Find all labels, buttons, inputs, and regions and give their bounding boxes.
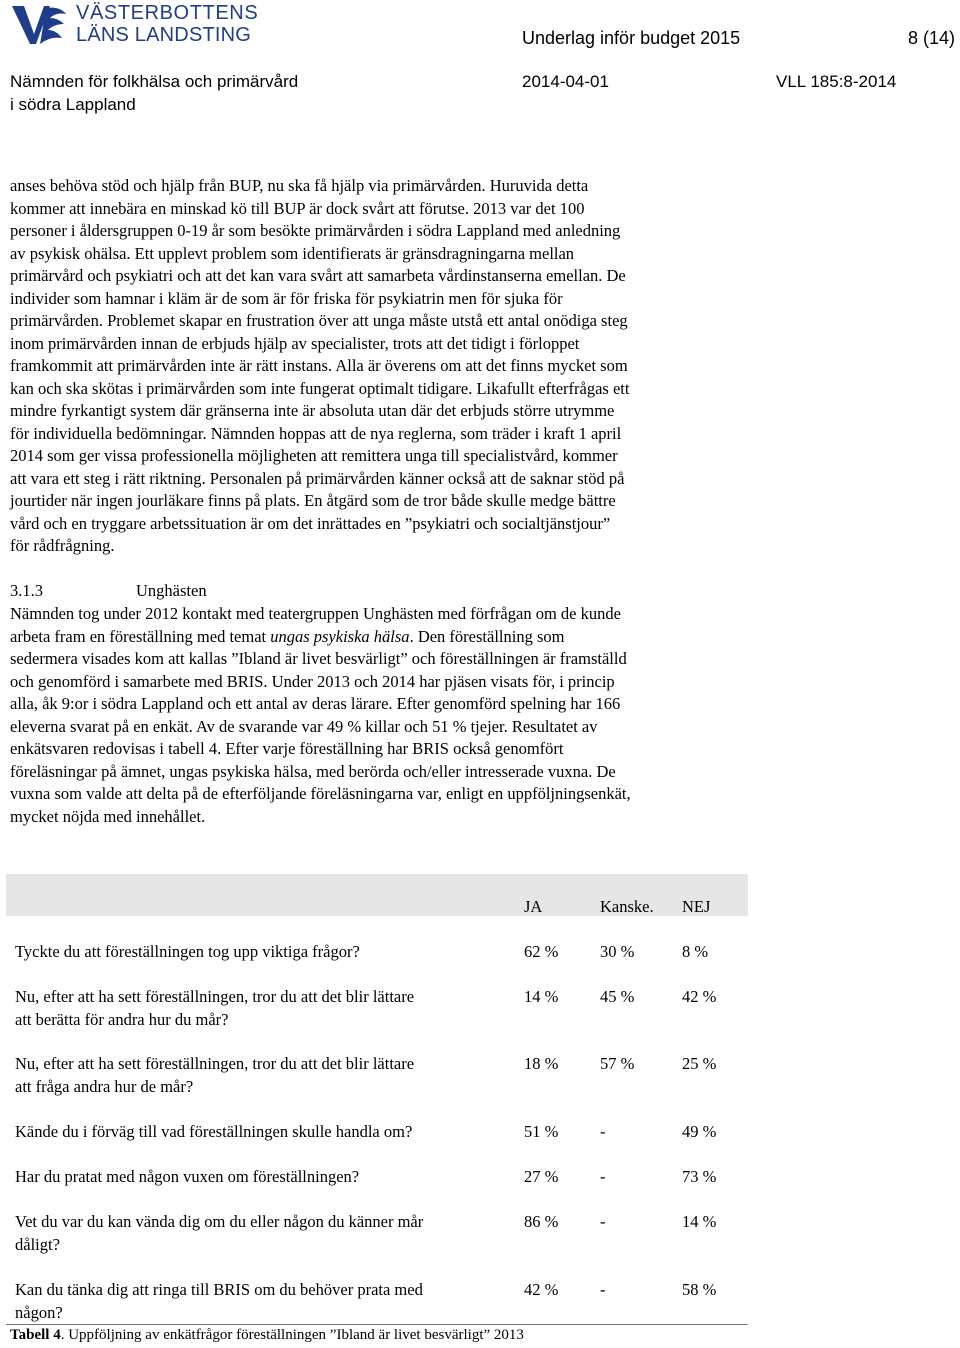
paragraph-line: mycket nöjda med innehållet.: [10, 806, 206, 826]
cell-ja: 14 %: [524, 987, 559, 1006]
logo-text-line1: VÄSTERBOTTENS: [76, 2, 259, 24]
table-row-question: [15, 941, 510, 964]
table-row-question: [15, 1053, 510, 1098]
paragraph-line: för individuella bedömningar. Nämnden hoppas att de nya reglerna, som träder i kraft 1 april: [10, 423, 622, 443]
cell-nej: 42 %: [682, 987, 717, 1006]
section-number: 3.1.3: [10, 581, 43, 600]
document-title: Underlag inför budget 2015: [522, 28, 741, 48]
question-text: att berätta för andra hur du mår?: [15, 1009, 229, 1029]
document-reference: VLL 185:8-2014: [776, 72, 897, 91]
paragraph-line: individer som hamnar i kläm är de som är för friska för psykiatrin men för sjuka för: [10, 288, 563, 308]
paragraph-unghasten: [10, 603, 760, 828]
cell-nej: 58 %: [682, 1280, 717, 1299]
document-date: 2014-04-01: [522, 72, 609, 91]
question-text: dåligt?: [15, 1234, 60, 1254]
paragraph-line: jourtider när ingen jourläkare finns på plats. En åtgärd som de tror både skulle medge bättre: [10, 491, 616, 510]
cell-nej: 25 %: [682, 1054, 717, 1073]
column-header-ja: JA: [524, 897, 543, 916]
page-number: 8 (14): [908, 28, 956, 48]
caption-text: . Uppföljning av enkätfrågor föreställningen ”Ibland är livet besvärligt” 2013: [60, 1327, 524, 1343]
column-header-nej: NEJ: [682, 897, 711, 916]
paragraph-line: föreläsningar på ämnet, ungas psykiska hälsa, med berörda och/eller intresserade vuxna. De: [10, 761, 616, 781]
paragraph-line: kan och ska skötas i primärvården som inte fungerat optimalt tidigare. Likafullt efterfrågas ett: [10, 378, 630, 398]
paragraph-primary-care: [10, 175, 760, 558]
cell-kanske: 57 %: [600, 1054, 635, 1073]
cell-ja: 62 %: [524, 942, 559, 961]
paragraph-line: vård och en tryggare arbetssituation är om det inrättades en ”psykiatri och socialtjänstjour”: [10, 513, 611, 533]
paragraph-line: av psykisk ohälsa. Ett upplevt problem som identifierats är gränsdragningarna mellan: [10, 243, 575, 263]
paragraph-line: och genomförd i samarbete med BRIS. Under 2013 och 2014 har pjäsen visats för, i princip: [10, 671, 615, 691]
cell-kanske: 30 %: [600, 942, 635, 961]
cell-kanske: -: [600, 1122, 606, 1141]
cell-ja: 86 %: [524, 1212, 559, 1231]
question-text: någon?: [15, 1302, 63, 1322]
table-row-question: [15, 1211, 510, 1256]
cell-ja: 27 %: [524, 1167, 559, 1186]
question-text: Tyckte du att föreställningen tog upp viktiga frågor?: [15, 942, 360, 961]
landsting-logo-icon: [10, 4, 68, 46]
paragraph-line: anses behöva stöd och hjälp från BUP, nu ska få hjälp via primärvården. Huruvida detta: [10, 176, 589, 195]
paragraph-line: att vara ett steg i rätt riktning. Personalen på primärvården känner också att de saknar stöd på: [10, 468, 625, 488]
paragraph-line: primärvård och psykiatri och att det kan vara svårt att samarbeta vårdinstanserna emellan. De: [10, 266, 626, 285]
cell-kanske: -: [600, 1212, 606, 1231]
table-row-question: [15, 1121, 510, 1144]
paragraph-line: inom primärvården innan de erbjuds hjälp av specialister, trots att det tidigt i förloppet: [10, 333, 580, 353]
cell-ja: 42 %: [524, 1280, 559, 1299]
paragraph-line: kommer att innebära en minskad kö till BUP är dock svårt att förutse. 2013 var det 100: [10, 198, 585, 218]
paragraph-line: Nämnden tog under 2012 kontakt med teatergruppen Unghästen med förfrågan om de kunde: [10, 604, 621, 623]
table-row-question: [15, 986, 510, 1031]
paragraph-line: vuxna som valde att delta på de efterföljande föreläsningarna var, enligt en uppföljningsenkät,: [10, 784, 631, 803]
paragraph-line: alla, åk 9:or i södra Lappland och ett antal av deras lärare. Efter genomförd spelning har 166: [10, 694, 621, 713]
column-header-kanske: Kanske.: [600, 897, 654, 916]
committee-name-line2: i södra Lappland: [10, 95, 136, 114]
paragraph-line: enkätsvaren redovisas i tabell 4. Efter varje föreställning har BRIS också genomfört: [10, 739, 564, 758]
paragraph-line: eleverna svarat på en enkät. Av de svarande var 49 % killar och 51 % tjejer. Resultatet av: [10, 716, 598, 736]
section-title: Unghästen: [136, 581, 207, 600]
paragraph-line: 2014 som ger vissa professionella möjligheten att remittera unga till specialistvård, kommer: [10, 446, 618, 465]
caption-label: Tabell 4: [10, 1327, 61, 1343]
question-text: Har du pratat med någon vuxen om föreställningen?: [15, 1167, 360, 1186]
question-text: Kände du i förväg till vad föreställningen skulle handla om?: [15, 1122, 413, 1141]
question-text: Vet du var du kan vända dig om du eller någon du känner mår: [15, 1212, 424, 1231]
paragraph-line: sedermera visades kom att kallas ”Ibland är livet besvärligt” och föreställningen är framställd: [10, 649, 627, 668]
cell-kanske: -: [600, 1280, 606, 1299]
paragraph-line: primärvården. Problemet skapar en frustration över att unga måste utstå ett antal onödiga steg: [10, 311, 628, 330]
paragraph-text: arbeta fram en föreställning med temat: [10, 626, 271, 646]
paragraph-line: framkommit att primärvården inte är rätt instans. Alla är överens om att det finns mycket som: [10, 356, 628, 375]
cell-nej: 8 %: [682, 942, 709, 961]
question-text: Kan du tänka dig att ringa till BRIS om du behöver prata med: [15, 1280, 423, 1299]
cell-nej: 49 %: [682, 1122, 717, 1141]
table-row-question: [15, 1166, 510, 1189]
cell-kanske: -: [600, 1167, 606, 1186]
question-text: Nu, efter att ha sett föreställningen, tror du att det blir lättare: [15, 1054, 415, 1073]
committee-name-line1: Nämnden för folkhälsa och primärvård: [10, 72, 299, 91]
cell-nej: 73 %: [682, 1167, 717, 1186]
paragraph-line: mindre fyrkantigt system där gränserna inte är absoluta utan där det erbjuds större utrymme: [10, 401, 615, 420]
paragraph-line: personer i åldersgruppen 0-19 år som besökte primärvården i södra Lappland med anledning: [10, 221, 621, 240]
cell-kanske: 45 %: [600, 987, 635, 1006]
logo-text-line2: LÄNS LANDSTING: [76, 24, 252, 46]
cell-ja: 18 %: [524, 1054, 559, 1073]
emphasized-theme: ungas psykiska hälsa: [270, 626, 410, 646]
table-caption: [10, 1325, 524, 1345]
cell-ja: 51 %: [524, 1122, 559, 1141]
table-row-question: [15, 1279, 510, 1324]
cell-nej: 14 %: [682, 1212, 717, 1231]
paragraph-text: . Den föreställning som: [409, 626, 565, 646]
paragraph-line: för rådfrågning.: [10, 536, 115, 555]
question-text: Nu, efter att ha sett föreställningen, tror du att det blir lättare: [15, 987, 415, 1006]
paragraph-line: [10, 626, 760, 649]
question-text: att fråga andra hur de mår?: [15, 1076, 194, 1096]
